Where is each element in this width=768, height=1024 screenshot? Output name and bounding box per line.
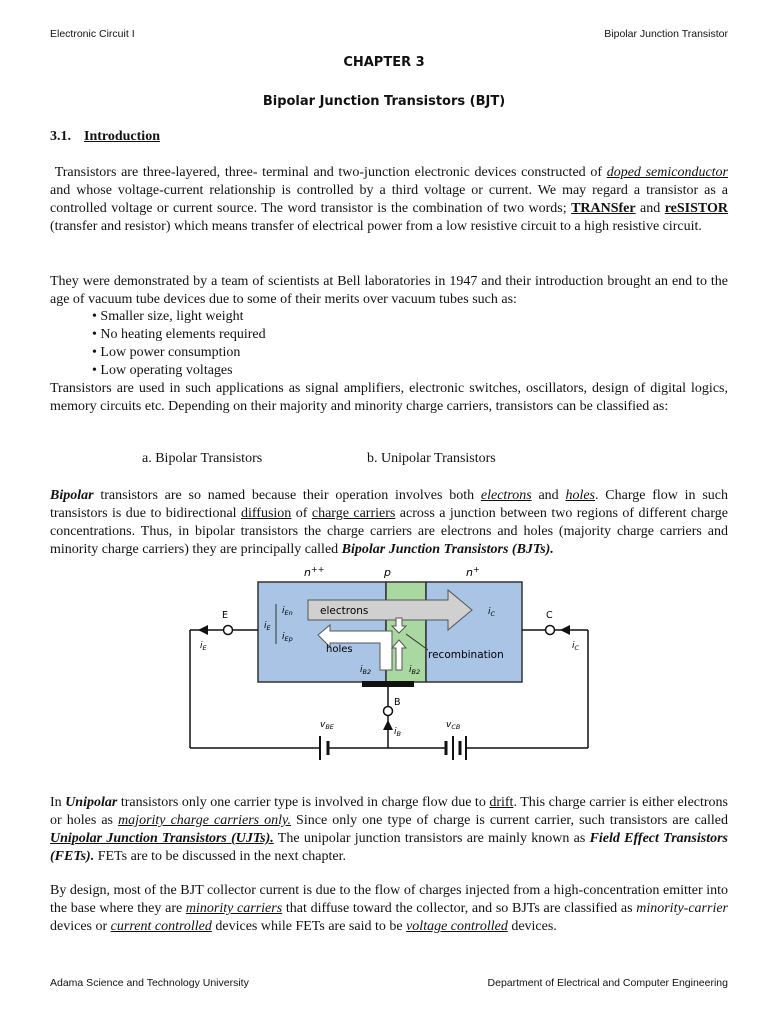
base-contact bbox=[362, 681, 414, 687]
text: and bbox=[635, 201, 665, 216]
vBE-label: $v_{BE}$ bbox=[320, 720, 334, 731]
footer-left: Adama Science and Technology University bbox=[50, 977, 249, 989]
doped-semiconductor-term: doped semiconductor bbox=[606, 165, 729, 180]
paragraph-unipolar bbox=[50, 794, 728, 866]
paragraph-bipolar bbox=[50, 487, 728, 559]
text: By design, most of the BJT collector current is due to the flow of charges injected from a high-concentration emitter into the base where they are bbox=[50, 883, 728, 916]
list-item: • Low operating voltages bbox=[92, 363, 233, 378]
fets-term: Field Effect Transistors (FETs). bbox=[50, 831, 728, 864]
text: . Charge flow in such transistors is due to bidirectional bbox=[50, 488, 728, 521]
paragraph-design bbox=[50, 882, 728, 936]
text: (transfer and resistor) which means transfer of electrical power from a low resistive circuit to a high resistive circuit. bbox=[50, 219, 702, 234]
unipolar-term: Unipolar bbox=[65, 795, 118, 810]
drift-term: drift bbox=[489, 795, 514, 810]
paragraph-applications: Transistors are used in such applications as signal amplifiers, electronic switches, oscillators, design of digital logics, memory circuits etc. Depending on their majority and minority charge carriers, transistors can be classified as: bbox=[50, 381, 728, 414]
section-heading bbox=[50, 129, 160, 145]
text: Since only one type of charge is current carrier, such transistors are called bbox=[291, 813, 728, 828]
text: and bbox=[531, 488, 566, 503]
voltage-controlled-term: voltage controlled bbox=[406, 919, 508, 934]
bjts-term: Bipolar Junction Transistors (BJTs). bbox=[341, 542, 554, 557]
minority-carrier-term: minority-carrier bbox=[636, 901, 728, 916]
text: of bbox=[291, 506, 312, 521]
type-unipolar: b. Unipolar Transistors bbox=[367, 451, 496, 466]
iEp-label: $i_{Ep}$ bbox=[282, 632, 293, 643]
majority-carriers-term: majority charge carriers only. bbox=[118, 813, 291, 828]
emitter-terminal-label: E bbox=[222, 610, 229, 621]
diffusion-term: diffusion bbox=[241, 506, 292, 521]
text: The unipolar junction transistors are mainly known as bbox=[273, 831, 590, 846]
emitter-terminal bbox=[224, 626, 233, 635]
resistor-term: reSISTOR bbox=[664, 201, 728, 216]
footer-right: Department of Electrical and Computer Engineering bbox=[487, 977, 728, 989]
paragraph-history: They were demonstrated by a team of scientists at Bell laboratories in 1947 and their introduction brought an end to the age of vacuum tube devices due to some of their merits over vacuum tubes such as: bbox=[50, 274, 728, 307]
text: across a junction between two regions of different charge concentrations. Thus, in bipolar transistors the charge carriers are electrons and holes (majority charge carriers and minority charge carriers) they are principally called bbox=[50, 506, 728, 557]
electrons-label: electrons bbox=[320, 605, 369, 617]
list-item: • Smaller size, light weight bbox=[92, 309, 244, 324]
bipolar-term: Bipolar bbox=[50, 488, 94, 503]
text: that diffuse toward the collector, and so BJTs are classified as bbox=[282, 901, 637, 916]
emitter-doping-label: n++ bbox=[304, 565, 325, 579]
iB-arrow bbox=[383, 720, 393, 730]
minority-carriers-term: minority carriers bbox=[185, 901, 283, 916]
text: devices. bbox=[507, 919, 557, 934]
page-header bbox=[50, 28, 728, 40]
recombination-label: recombination bbox=[428, 649, 504, 661]
list-item: • Low power consumption bbox=[92, 345, 241, 360]
base-terminal-label: B bbox=[394, 697, 401, 708]
text: devices or bbox=[50, 919, 111, 934]
page-footer bbox=[50, 977, 728, 989]
list-item: • No heating elements required bbox=[92, 327, 266, 342]
collector-region bbox=[426, 582, 522, 682]
collector-terminal-label: C bbox=[546, 610, 553, 621]
base-terminal bbox=[384, 707, 393, 716]
paragraph-intro bbox=[50, 164, 728, 236]
header-right: Bipolar Junction Transistor bbox=[604, 28, 728, 40]
iB-label: $i_B$ bbox=[394, 727, 401, 738]
text: transistors are so named because their operation involves both bbox=[93, 488, 481, 503]
header-left: Electronic Circuit I bbox=[50, 28, 135, 40]
current-controlled-term: current controlled bbox=[110, 919, 212, 934]
text: transistors only one carrier type is involved in charge flow due to bbox=[117, 795, 490, 810]
type-bipolar: a. Bipolar Transistors bbox=[142, 451, 263, 466]
holes-label: holes bbox=[326, 644, 353, 655]
chapter-title: Bipolar Junction Transistors (BJT) bbox=[262, 94, 506, 109]
text: and whose voltage-current relationship is controlled by a third voltage or current. We may regard a transistor as a controlled voltage or current source. The word transistor is the combination of two words; bbox=[50, 183, 728, 216]
iE-out-arrow bbox=[198, 625, 208, 635]
text: . This charge carrier is either electrons or holes as bbox=[50, 795, 728, 828]
merits-list bbox=[92, 308, 266, 380]
charge-carriers-term: charge carriers bbox=[311, 506, 396, 521]
iB2-right-label: $i_{B2}$ bbox=[409, 665, 421, 676]
bjt-diagram bbox=[180, 560, 600, 775]
chapter-label: CHAPTER 3 bbox=[343, 55, 425, 70]
text: In bbox=[50, 795, 66, 810]
iC-out-arrow bbox=[560, 625, 570, 635]
text: devices while FETs are said to be bbox=[211, 919, 407, 934]
iC-out-label: $i_C$ bbox=[572, 641, 580, 652]
text: Transistors are three-layered, three- terminal and two-junction electronic devices constructed of bbox=[54, 165, 607, 180]
iE-inside-label: $i_E$ bbox=[264, 621, 271, 632]
iEn-label: $i_{En}$ bbox=[282, 606, 293, 617]
holes-term: holes bbox=[565, 488, 596, 503]
section-number: 3.1. bbox=[50, 129, 71, 144]
collector-terminal bbox=[546, 626, 555, 635]
iC-inside-label: $i_C$ bbox=[488, 607, 496, 618]
text: FETs are to be discussed in the next chapter. bbox=[94, 849, 346, 864]
iB2-left-label: $i_{B2}$ bbox=[360, 665, 372, 676]
collector-doping-label: n+ bbox=[466, 565, 480, 579]
ujts-term: Unipolar Junction Transistors (UJTs). bbox=[50, 831, 274, 846]
base-doping-label: p bbox=[384, 566, 391, 579]
electrons-term: electrons bbox=[480, 488, 532, 503]
transfer-term: TRANSfer bbox=[571, 201, 636, 216]
vCB-label: $v_{CB}$ bbox=[446, 720, 461, 731]
section-title: Introduction bbox=[84, 129, 160, 144]
iE-out-label: $i_E$ bbox=[200, 641, 207, 652]
